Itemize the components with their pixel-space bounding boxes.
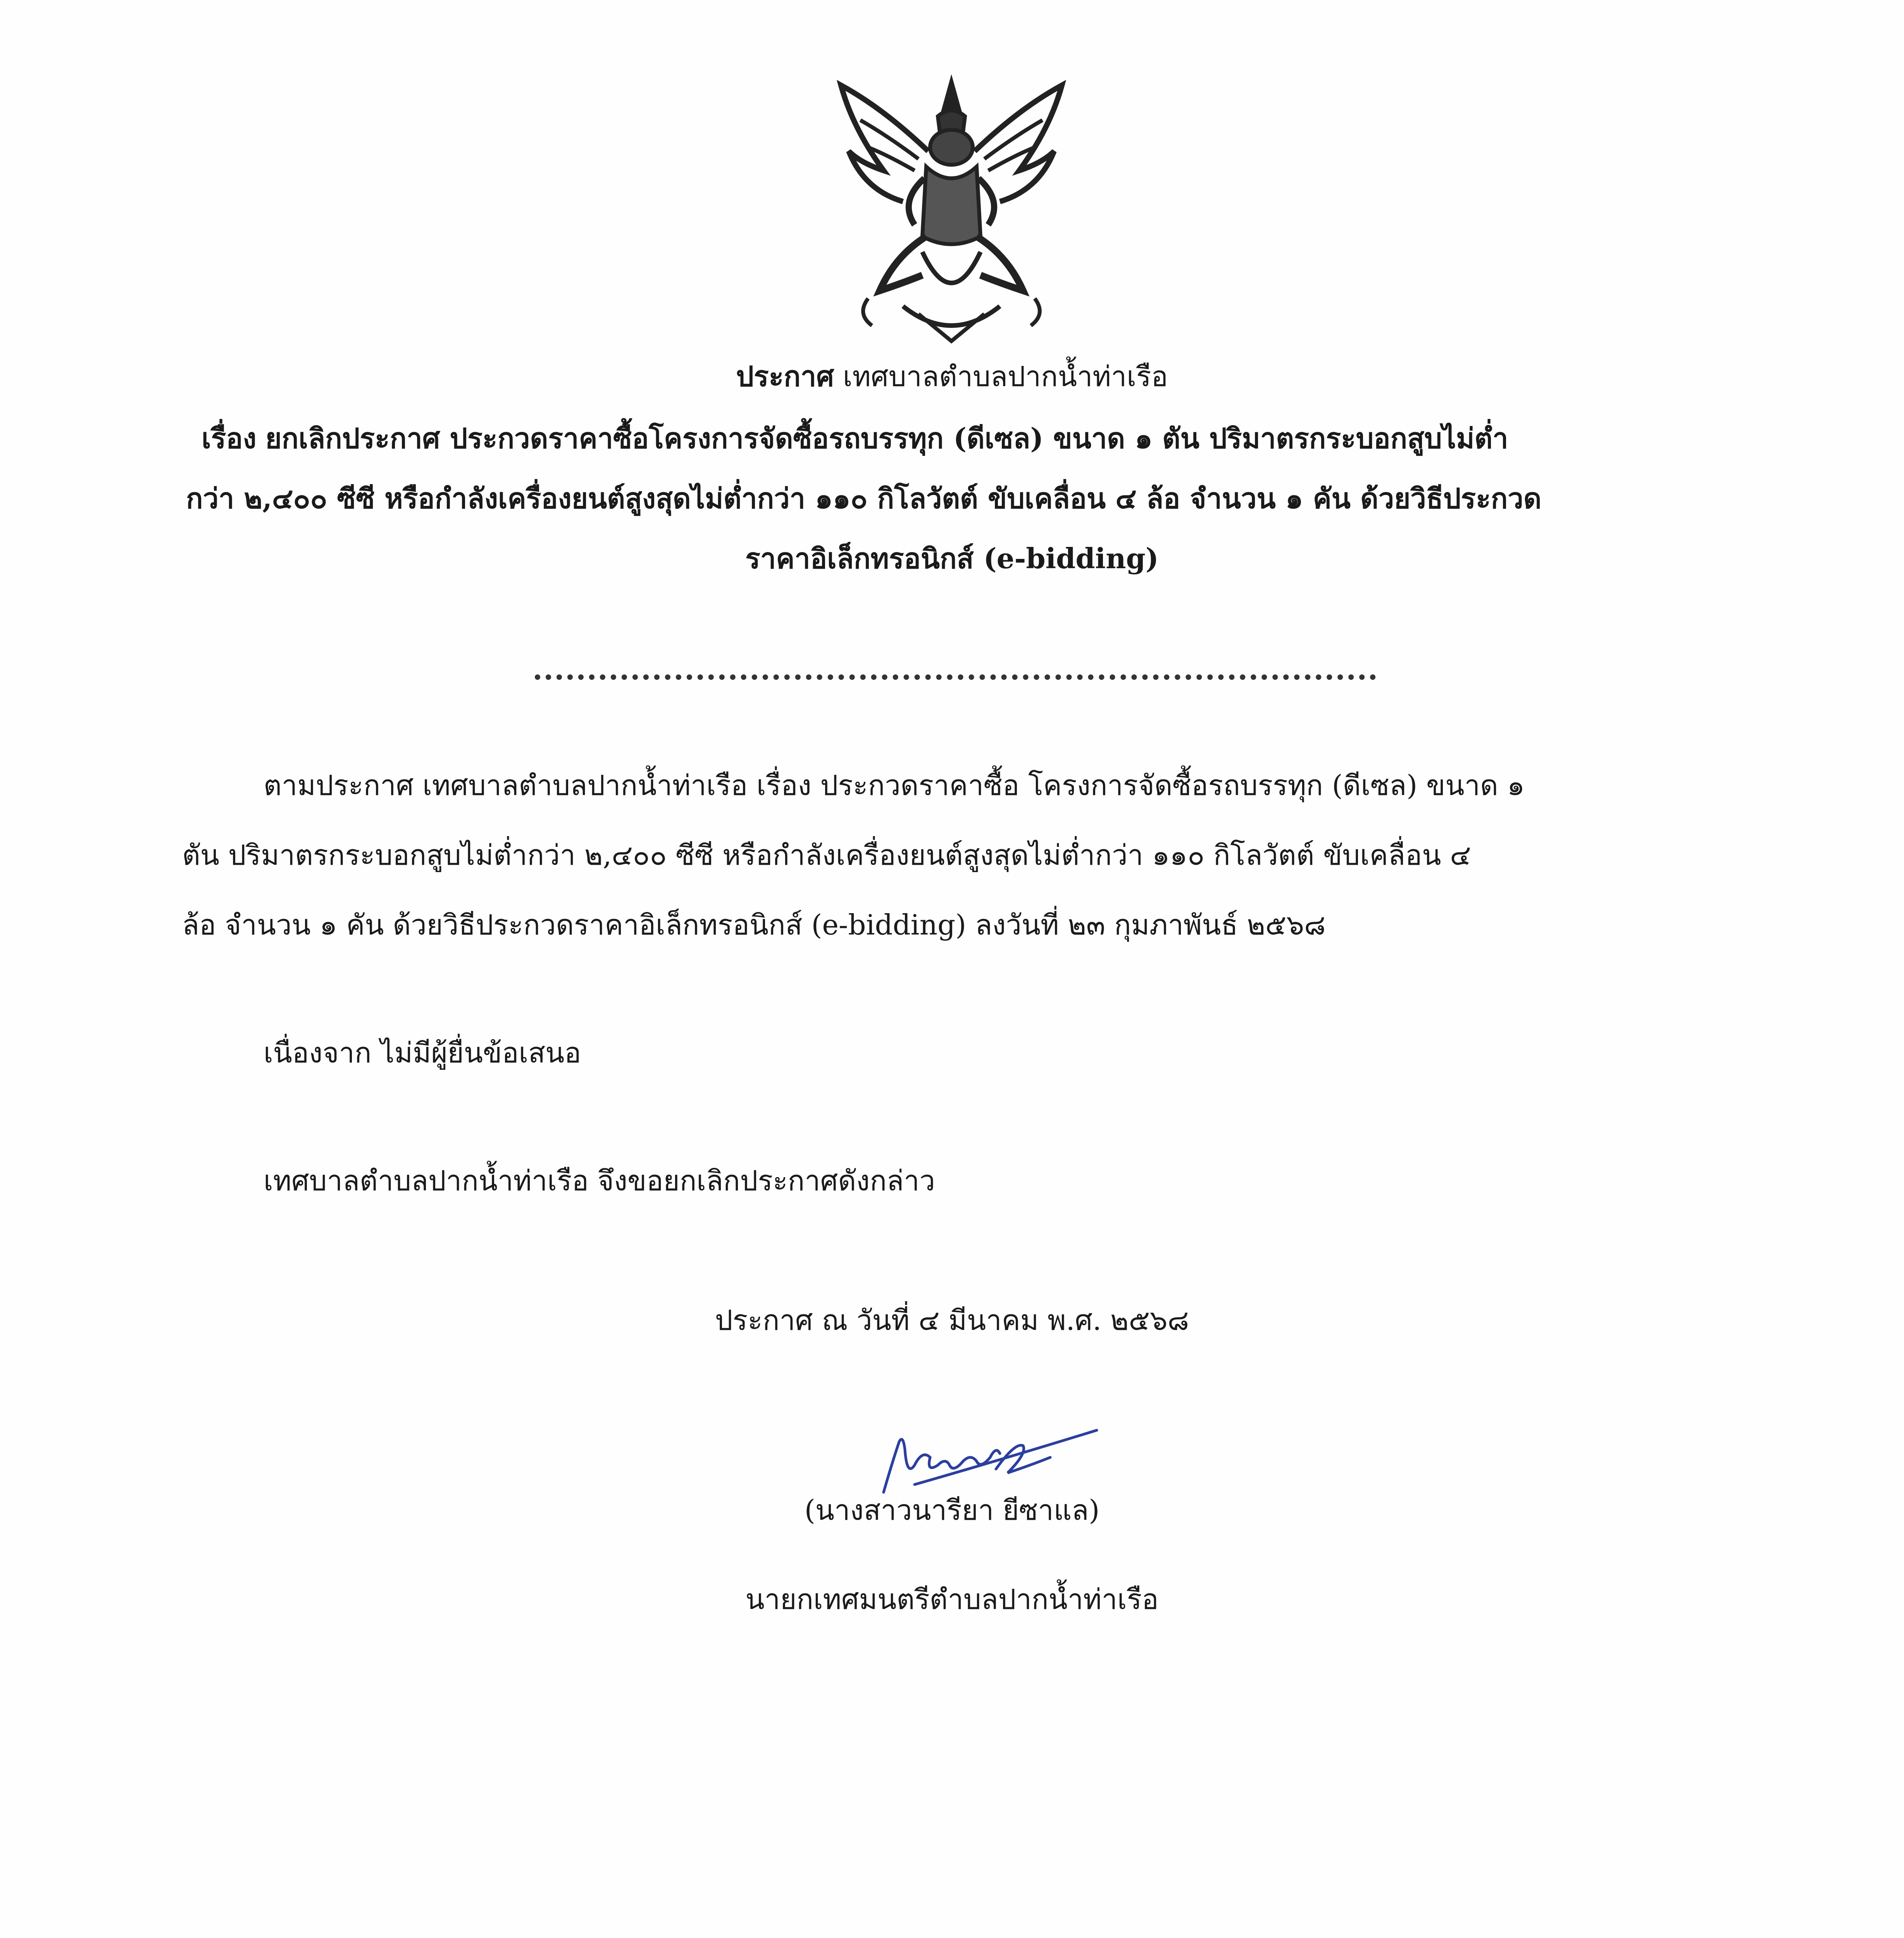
signer-position: นายกเทศมนตรีตำบลปากน้ำท่าเรือ	[745, 1583, 1159, 1616]
announcement-label: ประกาศ	[736, 360, 834, 393]
subject-text-1: ยกเลิกประกาศ ประกวดราคาซื้อโครงการจัดซื้อรถบรรทุก (ดีเซล) ขนาด ๑ ตัน ปริมาตรกระบอกสูบไม่ต่ำ	[265, 422, 1508, 455]
subject-line-3: ราคาอิเล็กทรอนิกส์ (e-bidding)	[745, 542, 1159, 575]
garuda-emblem-icon	[825, 74, 1077, 345]
body-paragraph-line-3: ล้อ จำนวน ๑ คัน ด้วยวิธีประกวดราคาอิเล็กทรอนิกส์ (e-bidding) ลงวันที่ ๒๓ กุมภาพันธ์ ๒๕๖๘	[182, 909, 1326, 941]
organization-name: เทศบาลตำบลปากน้ำท่าเรือ	[843, 360, 1168, 393]
body-paragraph-line-2: ตัน ปริมาตรกระบอกสูบไม่ต่ำกว่า ๒,๔๐๐ ซีซี หรือกำลังเครื่องยนต์สูงสุดไม่ต่ำกว่า ๑๑๐ กิโลวัตต์ ขับเคลื่อน ๔	[182, 839, 1471, 871]
cancellation-paragraph: เทศบาลตำบลปากน้ำท่าเรือ จึงขอยกเลิกประกาศดังกล่าว	[264, 1164, 935, 1197]
subject-line-2: กว่า ๒,๔๐๐ ซีซี หรือกำลังเครื่องยนต์สูงสุดไม่ต่ำกว่า ๑๑๐ กิโลวัตต์ ขับเคลื่อน ๔ ล้อ จำนวน ๑ คัน ด้วยวิธีประกวด	[186, 482, 1542, 515]
reason-paragraph: เนื่องจาก ไม่มีผู้ยื่นข้อเสนอ	[264, 1036, 581, 1069]
signer-name: (นางสาวนารียา ยีซาแล)	[804, 1494, 1100, 1526]
subject-label: เรื่อง	[202, 422, 257, 455]
announcement-date: ประกาศ ณ วันที่ ๔ มีนาคม พ.ศ. ๒๕๖๘	[715, 1304, 1189, 1336]
handwritten-signature	[868, 1419, 1108, 1500]
body-paragraph-line-1: ตามประกาศ เทศบาลตำบลปากน้ำท่าเรือ เรื่อง ประกวดราคาซื้อ โครงการจัดซื้อรถบรรทุก (ดีเซล) ขนาด ๑	[264, 769, 1525, 802]
dotted-divider	[535, 674, 1376, 680]
subject-line-1	[202, 422, 1508, 455]
announcement-title	[0, 360, 1904, 393]
